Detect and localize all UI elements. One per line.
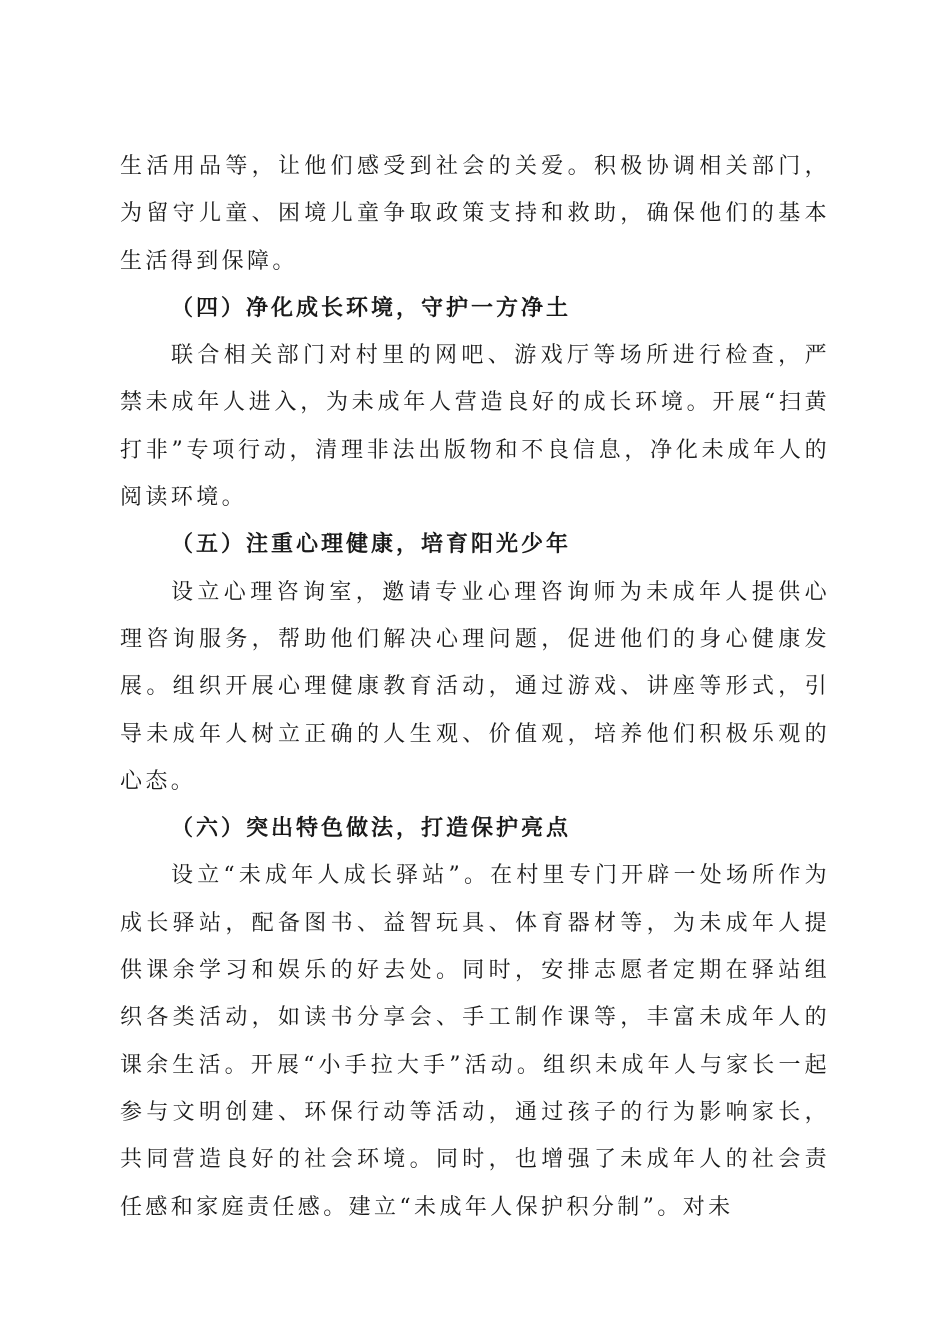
paragraph-featured-practices: 设立“未成年人成长驿站”。在村里专门开辟一处场所作为成长驿站，配备图书、益智玩具、体育器材等，为未成年人提供课余学习和娱乐的好去处。同时，安排志愿者定期在驿站组织各类活动，如读书分享会、手工制作课等，丰富未成年人的课余生活。开展“小手拉大手”活动。组织未成年人与家长一起参与文明创建、环保行动等活动，通过孩子的行为影响家长，共同营造良好的社会环境。同时，也增强了未成年人的社会责任感和家庭责任感。建立“未成年人保护积分制”。对未 (120, 863, 830, 1220)
section-heading-5: （五）注重心理健康，培育阳光少年 (171, 531, 572, 558)
paragraph-mental-health: 设立心理咨询室，邀请专业心理咨询师为未成年人提供心理咨询服务，帮助他们解决心理问题，促进他们的身心健康发展。组织开展心理健康教育活动，通过游戏、讲座等形式，引导未成年人树立正确的人生观、价值观，培养他们积极乐观的心态。 (120, 579, 830, 794)
paragraph-purify-environment: 联合相关部门对村里的网吧、游戏厅等场所进行检查，严禁未成年人进入，为未成年人营造良好的成长环境。开展“扫黄打非”专项行动，清理非法出版物和不良信息，净化未成年人的阅读环境。 (120, 343, 830, 511)
section-heading-4: （四）净化成长环境，守护一方净土 (171, 294, 572, 321)
section-heading-6: （六）突出特色做法，打造保护亮点 (171, 815, 572, 842)
document-body (120, 143, 830, 1231)
continuation-paragraph: 生活用品等，让他们感受到社会的关爱。积极协调相关部门，为留守儿童、困境儿童争取政策支持和救助，确保他们的基本生活得到保障。 (120, 154, 830, 274)
